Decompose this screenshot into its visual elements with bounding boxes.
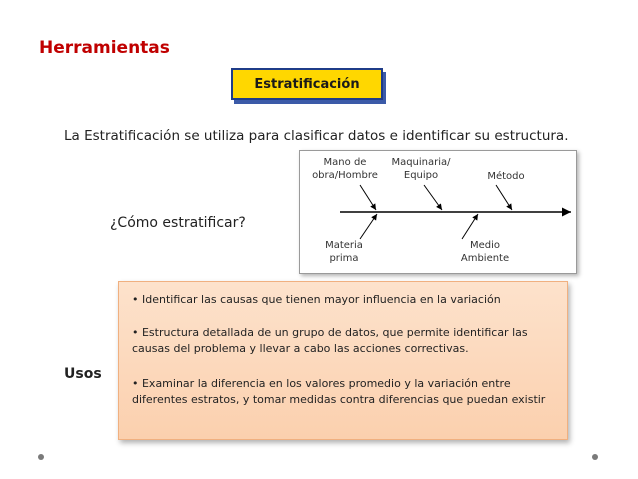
label-maquinaria xyxy=(386,156,456,182)
question-heading: ¿Cómo estratificar? xyxy=(110,215,246,231)
branch-mano-de-obra xyxy=(360,185,376,210)
usos-bullet: • Examinar la diferencia en los valores promedio y la variación entre diferentes estratos, y tomar medidas contra diferencias que puedan existir xyxy=(132,377,546,406)
label-line: Medio xyxy=(469,240,501,251)
label-line: Equipo xyxy=(403,170,439,181)
branch-metodo xyxy=(496,185,512,210)
label-line: Método xyxy=(487,171,525,182)
usos-bullet: • Estructura detallada de un grupo de datos, que permite identificar las causas del problema y llevar a cabo las acciones correctivas. xyxy=(132,326,528,355)
label-mano-de-obra xyxy=(310,156,380,182)
decorative-dot-right xyxy=(592,454,598,460)
label-line: prima xyxy=(329,253,359,264)
label-line: obra/Hombre xyxy=(312,170,378,181)
branch-maquinaria xyxy=(424,185,442,210)
label-line: Materia xyxy=(325,240,363,251)
label-line: Maquinaria/ xyxy=(391,157,451,168)
label-materia-prima xyxy=(314,239,374,265)
label-line: Ambiente xyxy=(460,253,510,264)
usos-box xyxy=(118,281,568,440)
label-medio-ambiente xyxy=(450,239,520,265)
slide-title: Herramientas xyxy=(39,38,170,58)
label-metodo xyxy=(476,170,536,183)
intro-text: La Estratificación se utiliza para clasificar datos e identificar su estructura. xyxy=(64,128,569,144)
usos-bullet: • Identificar las causas que tienen mayor influencia en la variación xyxy=(132,293,501,306)
branch-medio-ambiente xyxy=(462,214,478,239)
branch-materia-prima xyxy=(360,214,377,239)
decorative-dot-left xyxy=(38,454,44,460)
estratificacion-banner xyxy=(231,68,383,100)
fishbone-diagram xyxy=(299,150,577,274)
usos-label: Usos xyxy=(64,366,102,382)
label-line: Mano de xyxy=(323,157,367,168)
banner-label: Estratificación xyxy=(254,76,360,92)
